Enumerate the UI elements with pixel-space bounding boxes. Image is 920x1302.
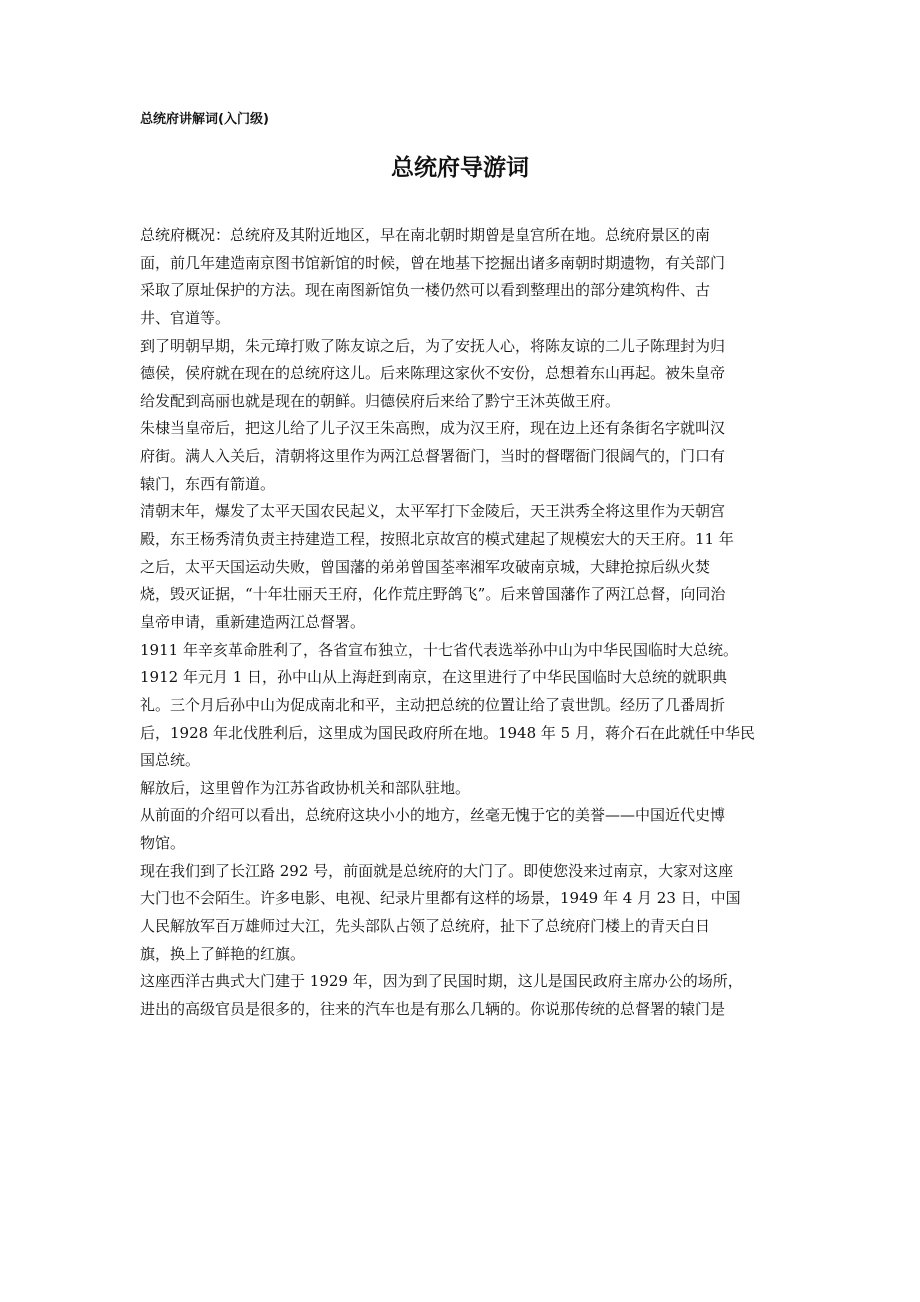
text-line: 井、官道等。 — [140, 308, 231, 327]
document-title: 总统府导游词 — [391, 155, 529, 181]
paragraph-ming-dynasty — [140, 333, 785, 416]
text-line: 朱棣当皇帝后，把这儿给了儿子汉王朱高煦，成为汉王府，现在边上还有条街名字就叫汉 — [140, 419, 726, 438]
paragraph-taiping — [140, 498, 785, 636]
text-line: 现在我们到了长江路 292 号，前面就是总统府的大门了。即使您没来过南京，大家对这座 — [140, 861, 734, 880]
paragraph-western-gate — [140, 968, 785, 1023]
text-line: 1912 年元月 1 日，孙中山从上海赶到南京，在这里进行了中华民国临时大总统的就职典 — [140, 668, 728, 687]
text-line: 府街。满人入关后，清朝将这里作为两江总督署衙门，当时的督曙衙门很阔气的，门口有 — [140, 447, 726, 466]
text-line: 进出的高级官员是很多的，往来的汽车也是有那么几辆的。你说那传统的总督署的辕门是 — [140, 999, 726, 1018]
text-line: 皇帝申请，重新建造两江总督署。 — [140, 612, 366, 631]
text-line: 大门也不会陌生。许多电影、电视、纪录片里都有这样的场景，1949 年 4 月 23 日，中国 — [140, 889, 741, 908]
paragraph-han-wang-fu — [140, 415, 785, 498]
document-body — [140, 222, 785, 1024]
paragraph-main-gate — [140, 858, 785, 969]
text-line: 物馆。 — [140, 834, 186, 853]
text-line: 清朝末年，爆发了太平天国农民起义，太平军打下金陵后，天王洪秀全将这里作为天朝宫 — [140, 502, 726, 521]
text-line: 人民解放军百万雄师过大江，先头部队占领了总统府，扯下了总统府门楼上的青天白日 — [140, 917, 711, 936]
text-line: 1911 年辛亥革命胜利了，各省宣布独立，十七省代表选举孙中山为中华民国临时大总统。 — [140, 640, 738, 659]
text-line: 总统府概况：总统府及其附近地区，早在南北朝时期曾是皇宫所在地。总统府景区的南 — [140, 226, 711, 244]
text-line: 到了明朝早期，朱元璋打败了陈友谅之后，为了安抚人心，将陈友谅的二儿子陈理封为归 — [140, 336, 726, 355]
text-line: 辕门，东西有箭道。 — [140, 474, 276, 493]
text-line: 旗，换上了鲜艳的红旗。 — [140, 944, 306, 963]
text-line: 给发配到高丽也就是现在的朝鲜。归德侯府后来给了黔宁王沐英做王府。 — [140, 391, 621, 410]
text-line: 烧，毁灭证据，“十年壮丽天王府，化作荒庄野鸽飞”。后来曾国藩作了两江总督，向同治 — [140, 585, 726, 604]
text-line: 面，前几年建造南京图书馆新馆的时候，曾在地基下挖掘出诸多南朝时期遗物，有关部门 — [140, 253, 726, 272]
text-line: 从前面的介绍可以看出，总统府这块小小的地方，丝毫无愧于它的美誉——中国近代史博 — [140, 806, 726, 825]
text-line: 解放后，这里曾作为江苏省政协机关和部队驻地。 — [140, 778, 471, 797]
text-line: 德侯，侯府就在现在的总统府这儿。后来陈理这家伙不安份，总想着东山再起。被朱皇帝 — [140, 364, 726, 383]
paragraph-republic — [140, 637, 785, 775]
text-line: 礼。三个月后孙中山为促成南北和平，主动把总统的位置让给了袁世凯。经历了几番周折 — [140, 695, 726, 714]
text-line: 这座西洋古典式大门建于 1929 年，因为到了民国时期，这儿是国民政府主席办公的场所， — [140, 972, 743, 991]
paragraph-museum — [140, 802, 785, 857]
paragraph-overview — [140, 222, 785, 333]
paragraph-liberation — [140, 775, 785, 803]
text-line: 之后，太平天国运动失败，曾国藩的弟弟曾国荃率湘军攻破南京城，大肆抢掠后纵火焚 — [140, 557, 711, 576]
text-line: 国总统。 — [140, 751, 201, 770]
text-line: 后，1928 年北伐胜利后，这里成为国民政府所在地。1948 年 5 月，蒋介石在此就任中华民 — [140, 723, 755, 742]
document-label: 总统府讲解词(入门级) — [140, 112, 269, 127]
text-line: 殿，东王杨秀清负责主持建造工程，按照北京故宫的模式建起了规模宏大的天王府。11 年 — [140, 530, 734, 549]
text-line: 采取了原址保护的方法。现在南图新馆负一楼仍然可以看到整理出的部分建筑构件、古 — [140, 281, 711, 300]
